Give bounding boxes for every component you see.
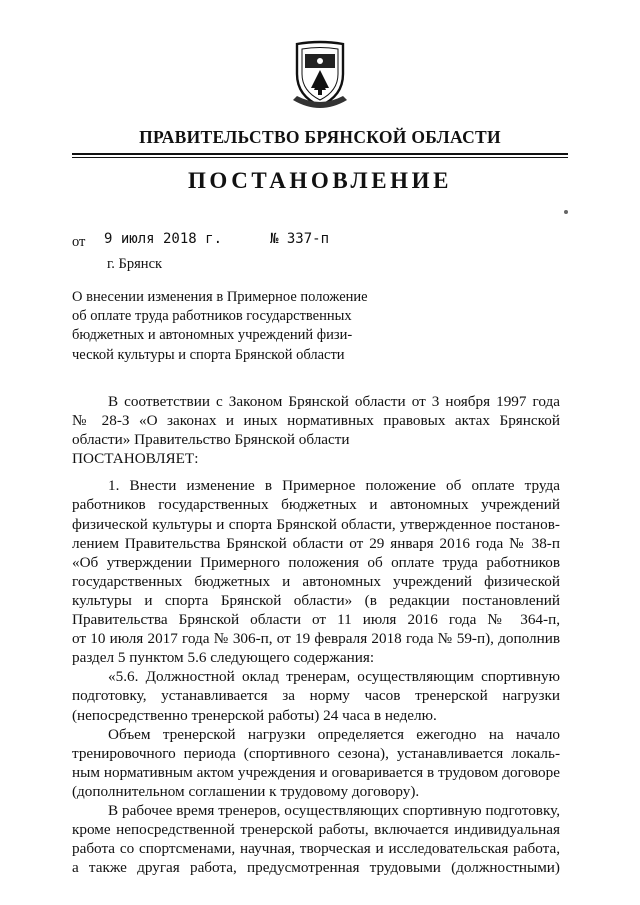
bryansk-coat-of-arms-emblem <box>289 40 351 112</box>
body-line: раздел 5 пунктом 5.6 следующего содержания: <box>72 649 375 667</box>
body-line: «Об утверждении Примерного положения об оплате труда работников <box>72 553 560 571</box>
corner-mark <box>564 210 568 214</box>
body-line: лением Правительства Брянской области от 29 января 2016 года № 38-п <box>72 534 560 552</box>
subject-line: О внесении изменения в Примерное положение <box>72 289 368 305</box>
header-rule-thick <box>72 153 568 155</box>
document-body <box>72 392 560 877</box>
subject-line: бюджетных и автономных учреждений физи- <box>72 327 353 344</box>
body-line: «5.6. Должностной оклад тренерам, осуществляющим спортивную <box>108 668 560 686</box>
subject-line: об оплате труда работников государственных <box>72 308 352 325</box>
body-line: (дополнительном соглашении к трудовому договору). <box>72 782 420 800</box>
body-line: № 28-З «О законах и иных нормативных правовых актах Брянской <box>72 412 560 430</box>
body-line: Объем тренерской нагрузки определяется ежегодно на начало <box>108 725 560 743</box>
from-label: от <box>72 234 86 250</box>
body-line: государственных бюджетных и автономных учреждений физической <box>72 572 560 590</box>
body-line: тренировочного периода (спортивного сезона), устанавливается локаль- <box>72 744 560 762</box>
body-line: (непосредственно тренерской работы) 24 часа в неделю. <box>72 706 437 724</box>
document-type-title: ПОСТАНОВЛЕНИЕ <box>187 168 453 193</box>
document-city: г. Брянск <box>107 256 163 272</box>
body-line: культуры и спорта Брянской области» (в редакции постановлений <box>72 591 560 609</box>
body-line: В рабочее время тренеров, осуществляющих спортивную подготовку, <box>108 801 560 819</box>
body-line: кроме непосредственной тренерской работы, включается индивидуальная <box>72 821 560 839</box>
body-line: области» Правительство Брянской области <box>72 431 350 449</box>
body-line: В соответствии с Законом Брянской области от 3 ноября 1997 года <box>108 393 560 410</box>
header-rule-thin <box>72 157 568 158</box>
government-name: ПРАВИТЕЛЬСТВО БРЯНСКОЙ ОБЛАСТИ <box>139 127 501 147</box>
body-line: физической культуры и спорта Брянской области, утвержденное постанов- <box>72 515 560 533</box>
body-line: Правительства Брянской области от 11 июля 2016 года № 364-п, <box>72 611 560 629</box>
body-line: подготовку, устанавливается за норму часов тренерской нагрузки <box>72 687 560 705</box>
subject-line: ческой культуры и спорта Брянской области <box>72 346 345 363</box>
body-line: ным нормативным актом учреждения и оговаривается в трудовом договоре <box>72 763 560 781</box>
decree-keyword: ПОСТАНОВЛЯЕТ: <box>72 450 199 468</box>
body-line: от 10 июля 2017 года № 306-п, от 19 февраля 2018 года № 59-п), дополнив <box>72 630 560 648</box>
document-subject <box>72 288 372 365</box>
body-line: работников государственных бюджетных и автономных учреждений <box>72 496 560 514</box>
document-number: № 337-п <box>270 231 330 247</box>
document-date: 9 июля 2018 г. <box>104 231 223 247</box>
body-line: 1. Внести изменение в Примерное положение об оплате труда <box>108 477 560 495</box>
body-line: работа со спортсменами, научная, творческая и исследовательская работа, <box>72 840 560 858</box>
body-line: а также другая работа, предусмотренная трудовыми (должностными) <box>72 859 560 877</box>
